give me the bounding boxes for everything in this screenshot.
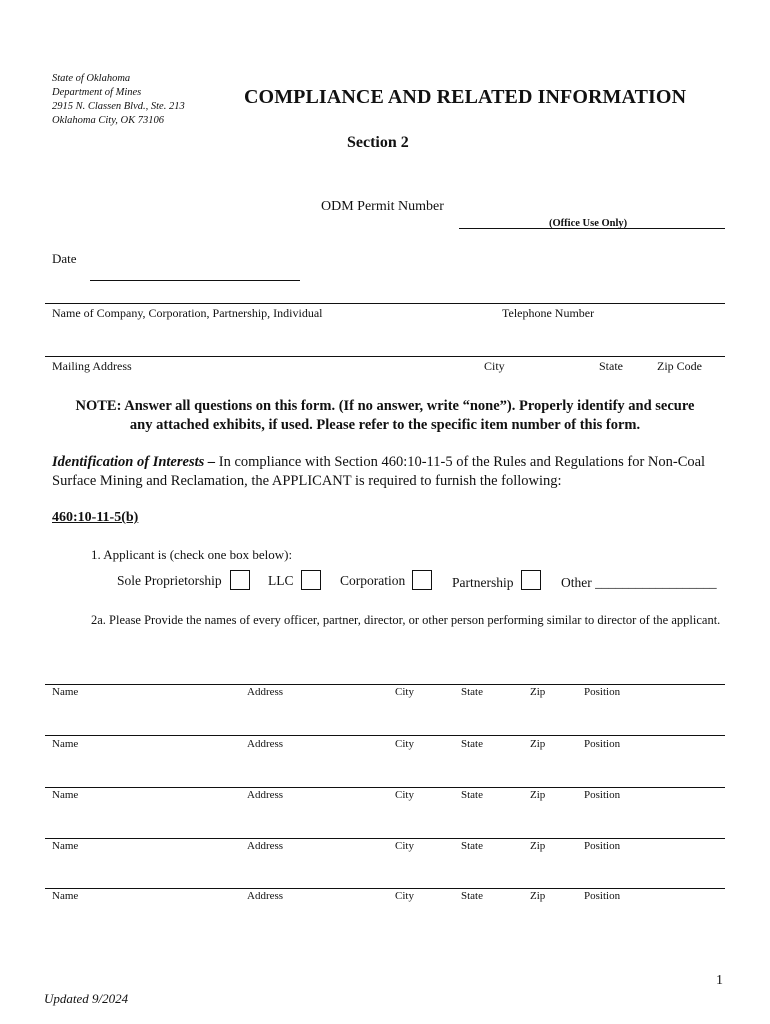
col-position: Position <box>584 686 621 698</box>
corporation-checkbox[interactable] <box>412 570 432 590</box>
col-state: State <box>461 789 483 801</box>
option-sole-proprietorship-label: Sole Proprietorship <box>117 573 222 588</box>
company-name-field[interactable] <box>45 303 725 304</box>
identification-paragraph <box>52 453 724 491</box>
col-city: City <box>395 890 414 902</box>
officer-row-line[interactable] <box>45 684 725 685</box>
col-position: Position <box>584 789 621 801</box>
col-state: State <box>461 686 483 698</box>
address-line: State of Oklahoma <box>52 73 131 84</box>
officer-row-line[interactable] <box>45 838 725 839</box>
page-number: 1 <box>716 973 723 988</box>
col-zip: Zip <box>530 686 546 698</box>
office-use-note: (Office Use Only) <box>549 218 628 229</box>
date-label: Date <box>52 251 77 266</box>
col-position: Position <box>584 738 621 750</box>
col-address: Address <box>247 738 284 750</box>
col-zip: Zip <box>530 890 546 902</box>
col-name: Name <box>52 686 79 698</box>
address-line: 2915 N. Classen Blvd., Ste. 213 <box>52 101 185 112</box>
col-zip: Zip <box>530 789 546 801</box>
option-corporation-label: Corporation <box>340 573 406 588</box>
col-name: Name <box>52 840 79 852</box>
rule-reference: 460:10-11-5(b) <box>52 510 139 525</box>
zip-code-label: Zip Code <box>657 359 702 373</box>
date-field[interactable] <box>90 266 300 281</box>
mailing-address-field[interactable] <box>45 356 725 357</box>
col-city: City <box>395 789 414 801</box>
identification-text: In compliance with Section 460:10-11-5 of the Rules and Regulations for Non-Coal Surface Mining and Reclamation, the APPLICANT is required to furnish the following: <box>52 454 706 489</box>
permit-number-label: ODM Permit Number <box>321 199 444 214</box>
option-other-label: Other <box>561 575 592 590</box>
option-llc-label: LLC <box>268 573 294 588</box>
city-label: City <box>484 359 505 373</box>
page-title: COMPLIANCE AND RELATED INFORMATION <box>244 86 687 108</box>
col-state: State <box>461 738 483 750</box>
telephone-label: Telephone Number <box>502 306 595 320</box>
col-address: Address <box>247 686 284 698</box>
col-address: Address <box>247 890 284 902</box>
col-name: Name <box>52 789 79 801</box>
officer-row-line[interactable] <box>45 735 725 736</box>
col-address: Address <box>247 789 284 801</box>
col-zip: Zip <box>530 840 546 852</box>
question-1: 1. Applicant is (check one box below): <box>91 547 293 562</box>
state-label: State <box>599 359 623 373</box>
col-state: State <box>461 890 483 902</box>
note-line: NOTE: Answer all questions on this form. (If no answer, write “none”). Properly identify and secure <box>75 398 695 414</box>
instructions-note <box>45 397 725 435</box>
col-state: State <box>461 840 483 852</box>
company-name-label: Name of Company, Corporation, Partnership, Individual <box>52 306 323 320</box>
col-address: Address <box>247 840 284 852</box>
officer-row-line[interactable] <box>45 787 725 788</box>
address-line: Oklahoma City, OK 73106 <box>52 115 164 126</box>
col-city: City <box>395 840 414 852</box>
officer-row-line[interactable] <box>45 888 725 889</box>
mailing-address-label: Mailing Address <box>52 359 132 373</box>
partnership-checkbox[interactable] <box>521 570 541 590</box>
updated-date: Updated 9/2024 <box>44 991 129 1006</box>
other-blank: __________________ <box>595 575 717 590</box>
col-name: Name <box>52 890 79 902</box>
section-heading: Section 2 <box>347 134 409 151</box>
option-partnership-label: Partnership <box>452 575 514 590</box>
address-line: Department of Mines <box>52 87 142 98</box>
llc-checkbox[interactable] <box>301 570 321 590</box>
col-city: City <box>395 686 414 698</box>
sole-proprietorship-checkbox[interactable] <box>230 570 250 590</box>
identification-lead: Identification of Interests – <box>52 454 216 470</box>
other-option[interactable] <box>561 575 717 591</box>
col-city: City <box>395 738 414 750</box>
col-zip: Zip <box>530 738 546 750</box>
col-position: Position <box>584 890 621 902</box>
col-name: Name <box>52 738 79 750</box>
col-position: Position <box>584 840 621 852</box>
department-address <box>52 72 185 128</box>
question-2a: 2a. Please Provide the names of every officer, partner, director, or other person performing similar to director of the applicant. <box>91 613 721 627</box>
note-line: any attached exhibits, if used. Please refer to the specific item number of this form. <box>129 417 641 433</box>
